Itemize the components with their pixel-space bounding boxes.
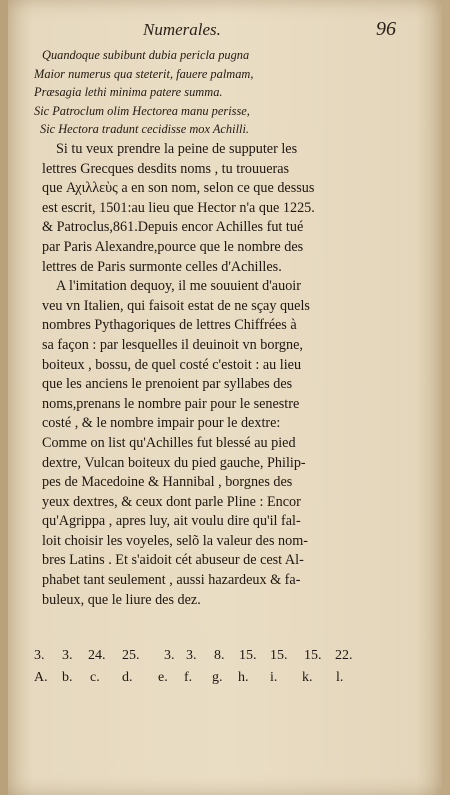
letter-cell: g. [212,670,223,685]
text-line: costé , & le nombre impair pour le dextre: [42,415,281,432]
text-line: que les anciens le prenoient par syllabes des [42,376,293,393]
text-line: lettres de Paris surmonte celles d'Achilles. [42,258,282,275]
letter-cell: i. [270,670,278,685]
text-line: qu'Agrippa , apres luy, ait voulu dire qu'il fal- [42,513,301,530]
letter-cell: e. [158,670,168,685]
letter-cell: d. [122,670,133,685]
letter-cell: A. [34,670,48,685]
number-cell: 15. [304,648,322,663]
body-text [42,140,412,610]
number-cell: 3. [34,648,45,663]
text-line: noms,prenans le nombre pair pour le senestre [42,395,300,412]
text-line: phabet tant seulement , aussi hazardeux & fa- [42,572,301,589]
page-gutter-right [442,0,450,795]
letter-cell: l. [336,670,344,685]
text-line: & Patroclus,861.Depuis encor Achilles fut tué [42,219,304,236]
number-cell: 22. [335,648,353,663]
verse-line: Sic Hectora tradunt cecidisse mox Achilli. [40,122,249,137]
text-line: par Paris Alexandre,pource que le nombre des [42,238,304,255]
letter-cell: k. [302,670,313,685]
text-line: est escrit, 1501:au lieu que Hector n'a que 1225. [42,199,315,216]
numbers-row [34,648,364,670]
text-line: pes de Macedoine & Hannibal , borgnes des [42,474,293,491]
letter-cell: b. [62,670,73,685]
verse-line: Sic Patroclum olim Hectorea manu perisse, [34,103,250,118]
number-cell: 8. [214,648,225,663]
text-line: boiteux , bossu, de quel costé c'estoit : au lieu [42,356,302,373]
running-title: Numerales. [143,20,221,39]
number-cell: 25. [122,648,140,663]
number-letter-table [34,648,364,692]
number-cell: 15. [270,648,288,663]
text-line: que Αχιλλεὺς a en son nom, selon ce que dessus [42,180,315,197]
text-line: nombres Pythagoriques de lettres Chiffrées à [42,317,297,334]
number-cell: 24. [88,648,106,663]
text-line: sa façon : par lesquelles il deuinoit vn borgne, [42,336,303,353]
verse-line: Quandoque subibunt dubia pericla pugna [42,48,250,62]
page-gutter-left [0,0,8,795]
text-line: loit choisir les voyeles, selõ la valeur des nom- [42,532,308,549]
letter-cell: f. [184,670,193,685]
verse-line: Præsagia lethi minima patere summa. [34,85,223,100]
number-cell: 3. [164,648,175,663]
text-line: A l'imitation dequoy, il me souuient d'auoir [56,278,301,295]
text-line: yeux dextres, & ceux dont parle Pline : Encor [42,493,301,510]
text-line: lettres Grecques desdits noms , tu trouueras [42,160,290,177]
letter-cell: h. [238,670,249,685]
text-line: dextre, Vulcan boiteux du pied gauche, Philip- [42,454,306,471]
page-header [8,18,442,42]
text-line: Si tu veux prendre la peine de supputer les [56,141,298,157]
text-line: buleux, que le liure des dez. [42,591,201,608]
letters-row [34,670,364,692]
latin-verses [34,46,404,139]
number-cell: 3. [186,648,197,663]
text-line: bres Latins . Et s'aidoit cét abuseur de cest Al- [42,552,304,569]
book-page [8,0,442,795]
text-line: veu vn Italien, qui faisoit estat de ne sçay quels [42,297,310,314]
page-number: 96 [376,18,396,40]
verse-line: Maior numerus qua steterit, fauere palmam, [34,66,254,81]
letter-cell: c. [90,670,100,685]
number-cell: 3. [62,648,73,663]
number-cell: 15. [239,648,257,663]
text-line: Comme on list qu'Achilles fut blessé au pied [42,434,296,451]
